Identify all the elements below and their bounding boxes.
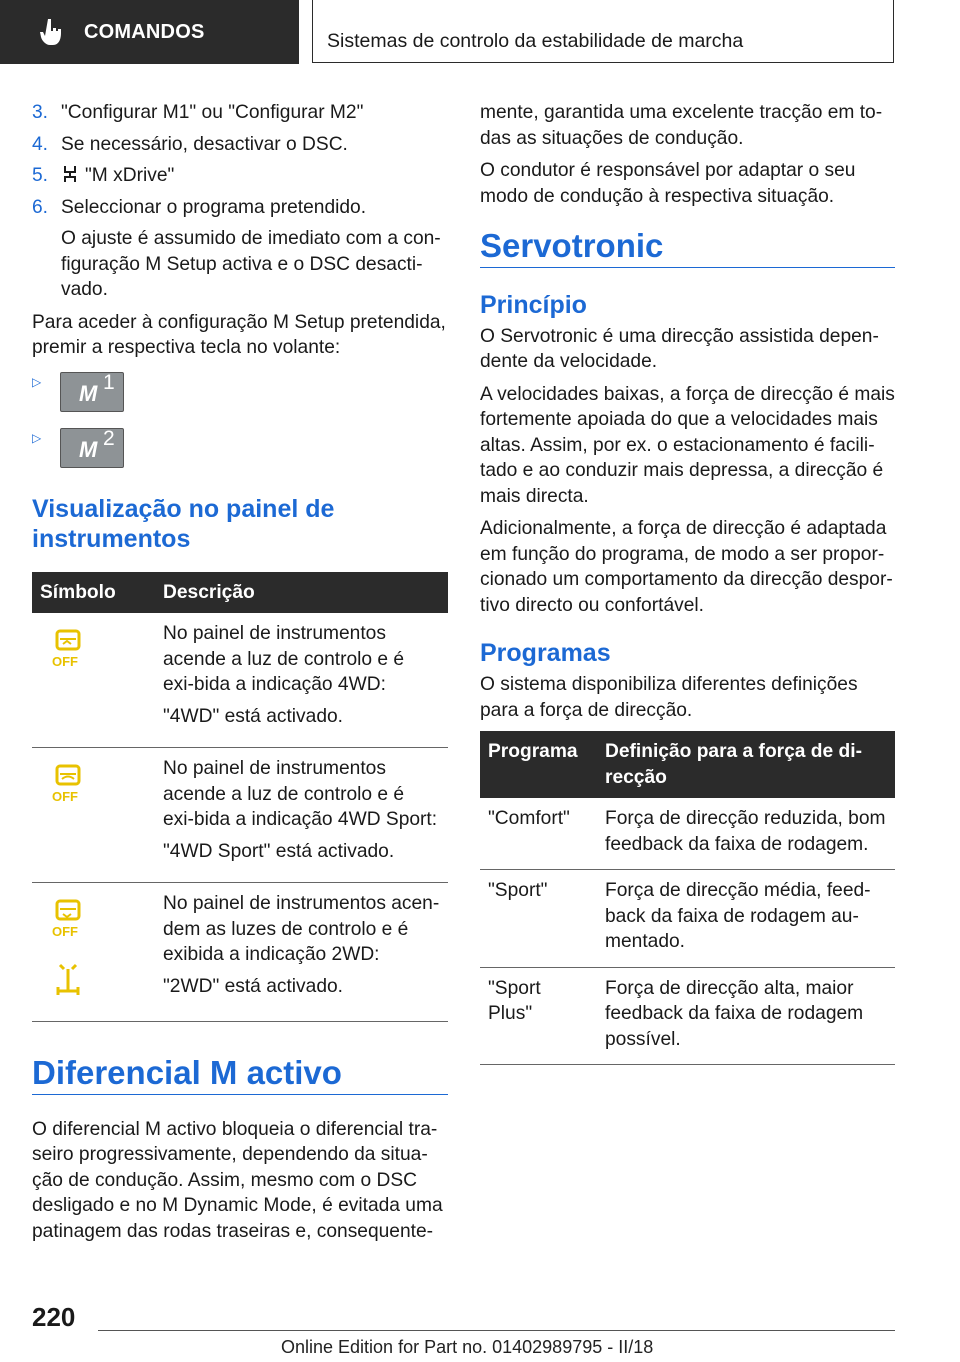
program-cell: "Sport" — [480, 870, 597, 968]
step-text: "Configurar M1" ou "Configurar M2" — [61, 102, 364, 123]
section-heading-visualization: Visualização no painel de instrumentos — [32, 494, 335, 553]
step-item — [32, 195, 448, 221]
step-item — [32, 163, 448, 189]
programs-table — [480, 731, 895, 1065]
off-label: OFF — [52, 654, 78, 669]
4wd-sport-off-warning-icon — [50, 764, 86, 804]
row-status: "2WD" está activado. — [163, 975, 343, 997]
section-heading-differential: Diferencial M activo — [32, 1060, 448, 1095]
principle-paragraph-1: O Servotronic é uma direcção assistida depen-dente da velocidade. — [480, 325, 879, 372]
differential-paragraph: O diferencial M activo bloqueia o diferencial tra-seiro progressivamente, dependendo da situa-ção de condução. Assim, mesmo com o DSC desligado e no M Dynamic Mode, é evitada uma patinagem das rodas traseiras e, consequente- — [32, 1118, 443, 1242]
row-status: "4WD Sport" está activado. — [163, 840, 395, 862]
step-number: 4. — [32, 133, 49, 155]
row-description: No painel de instrumentos acende a luz de controlo e é exi-bida a indicação 4WD: — [163, 623, 405, 695]
table-row — [480, 967, 895, 1065]
chapter-title: Sistemas de controlo da estabilidade de marcha — [327, 30, 744, 52]
table-row — [32, 613, 448, 748]
footer-divider — [98, 1330, 895, 1331]
table-header-program: Programa — [480, 731, 597, 798]
definition-cell: Força de direcção alta, maior feedback da faixa de rodagem possível. — [597, 967, 895, 1065]
step-text — [61, 163, 448, 189]
step-text: Se necessário, desactivar o DSC. — [61, 133, 348, 155]
definition-cell: Força de direcção média, feed-back da faixa de rodagem au-mentado. — [597, 870, 895, 968]
symbol-cell — [32, 613, 155, 748]
section-heading-servotronic: Servotronic — [480, 233, 895, 268]
right-column — [480, 100, 895, 1065]
description-cell — [155, 613, 448, 748]
subheading-programs: Programas — [480, 639, 611, 667]
m-key-letter: M — [79, 380, 98, 406]
row-status: "4WD" está activado. — [163, 705, 343, 727]
table-header-row — [32, 572, 448, 614]
symbol-table — [32, 572, 448, 1023]
principle-paragraph-2: A velocidades baixas, a força de direcção é mais fortemente apoiada do que a velocidades mais altas. Assim, por ex. o estacionamento é facili-tado e ao conduzir mais depressa, a direcção é mais directa. — [480, 383, 895, 507]
m1-key-icon — [60, 372, 124, 412]
description-cell — [155, 748, 448, 883]
m2-key-icon — [60, 428, 124, 468]
step-number: 5. — [32, 165, 49, 186]
table-row — [32, 748, 448, 883]
2wd-drive-icon — [50, 961, 86, 1001]
step-text: Seleccionar o programa pretendido. — [61, 196, 367, 218]
triangle-bullet-icon: ▷ — [32, 430, 42, 445]
off-label: OFF — [52, 789, 78, 804]
intro-paragraph: Para aceder à configuração M Setup pretendida, premir a respectiva tecla no volante: — [32, 311, 446, 358]
bullet-m1 — [32, 368, 448, 416]
row-description: No painel de instrumentos acen-dem as luzes de controlo e é exibida a indicação 2WD: — [163, 893, 440, 965]
section-title: COMANDOS — [84, 20, 205, 43]
table-row — [480, 870, 895, 968]
table-header-description: Descrição — [155, 572, 448, 614]
continuation-paragraph: mente, garantida uma excelente tracção em to-das as situações de condução. — [480, 102, 883, 149]
programs-paragraph: O sistema disponibiliza diferentes definições para a força de direcção. — [480, 674, 858, 721]
xdrive-icon — [61, 164, 79, 184]
m-key-digit: 1 — [103, 370, 115, 394]
page-number: 220 — [32, 1302, 76, 1332]
driver-paragraph: O condutor é responsável por adaptar o seu modo de condução à respectiva situação. — [480, 160, 856, 207]
definition-cell: Força de direcção reduzida, bom feedback da faixa de rodagem. — [597, 798, 895, 870]
program-cell: "Sport Plus" — [480, 967, 597, 1065]
symbol-cell — [32, 748, 155, 883]
table-row — [32, 883, 448, 1022]
subheading-principle: Princípio — [480, 290, 587, 319]
triangle-bullet-icon: ▷ — [32, 374, 42, 389]
header-section-tab — [0, 0, 299, 64]
step-number: 6. — [32, 196, 49, 218]
table-header-symbol: Símbolo — [32, 572, 155, 614]
step-item — [32, 132, 448, 158]
step-item — [32, 100, 448, 126]
program-cell: "Comfort" — [480, 798, 597, 870]
hand-pointer-icon — [40, 17, 66, 47]
table-row — [480, 798, 895, 870]
m-key-letter: M — [79, 436, 98, 462]
4wd-off-warning-icon — [50, 629, 86, 669]
row-description: No painel de instrumentos acende a luz de controlo e é exi-bida a indicação 4WD Sport: — [163, 758, 438, 830]
edition-text: Online Edition for Part no. 01402989795 - II/18 — [281, 1337, 654, 1357]
bullet-m2 — [32, 424, 448, 472]
step-note: O ajuste é assumido de imediato com a con-figuração M Setup activa e o DSC desacti-vado. — [61, 228, 441, 300]
step-number: 3. — [32, 102, 49, 123]
m-key-digit: 2 — [103, 426, 115, 450]
chapter-box — [312, 0, 894, 63]
2wd-off-warning-icon — [50, 899, 86, 939]
table-header-definition: Definição para a força de di-recção — [597, 731, 895, 798]
symbol-cell — [32, 883, 155, 1022]
off-label: OFF — [52, 924, 78, 939]
left-column — [32, 100, 448, 1251]
description-cell — [155, 883, 448, 1022]
step-text-label: "M xDrive" — [85, 165, 175, 186]
principle-paragraph-3: Adicionalmente, a força de direcção é adaptada em função do programa, de modo a ser propor-cionado um comportamento da direcção despor-tivo directo ou confortável. — [480, 518, 893, 616]
table-header-row — [480, 731, 895, 798]
